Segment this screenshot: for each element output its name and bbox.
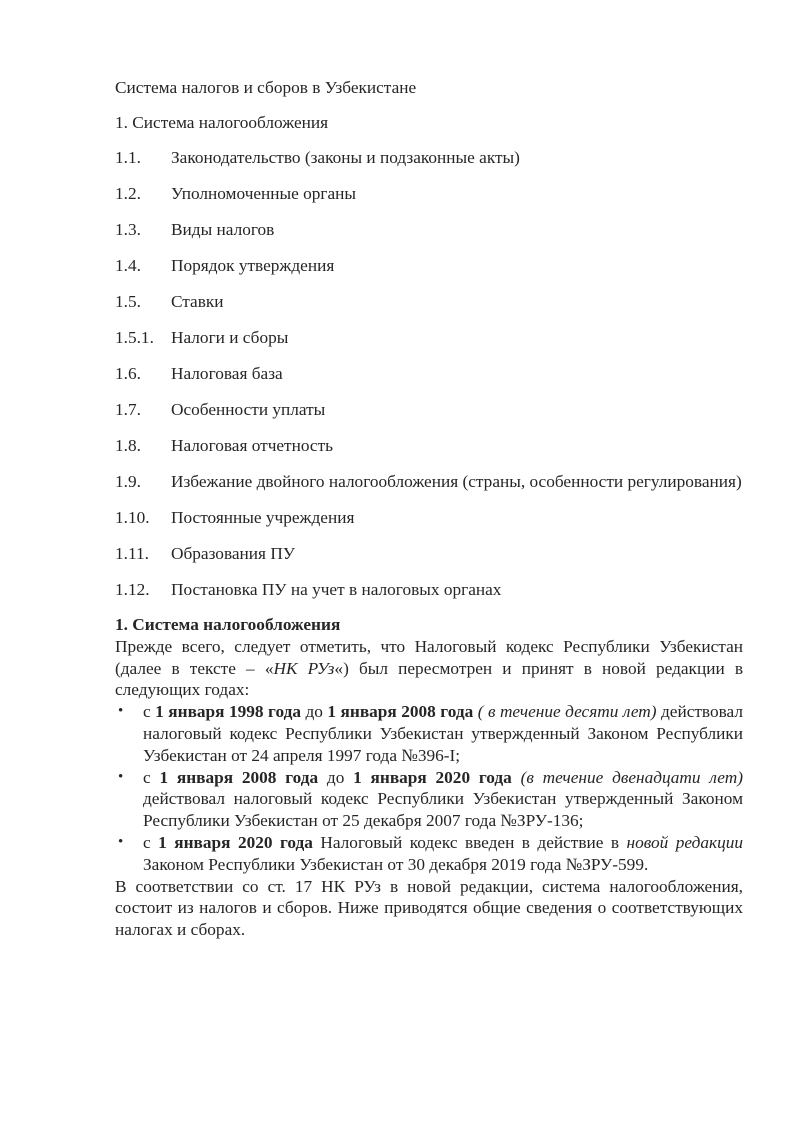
toc-text: Налоговая база (171, 364, 283, 383)
toc-number: 1.7. (115, 400, 141, 419)
toc-text: Избежание двойного налогообложения (страны, особенности регулирования) (171, 472, 742, 491)
toc-item (115, 506, 743, 529)
toc-item (115, 326, 743, 349)
toc-text: Виды налогов (171, 220, 275, 239)
list-item: • с 1 января 2008 года до 1 января 2020 года (в течение двенадцати лет) действовал налоговый кодекс Республики Узбекистан утвержденный Законом Республики Узбекистан от 25 декабря 2007 года №ЗРУ-136; (118, 767, 743, 831)
section-heading: 1. Система налогообложения (115, 615, 341, 634)
toc-text: Уполномоченные органы (171, 184, 357, 203)
bullet-icon: • (118, 703, 124, 720)
toc-number: 1.4. (115, 256, 141, 275)
toc-text: Образования ПУ (171, 544, 296, 563)
toc-number: 1.2. (115, 184, 141, 203)
toc-number: 1.8. (115, 436, 141, 455)
toc-item (115, 578, 743, 601)
toc-text: Налоги и сборы (171, 328, 289, 347)
toc-item (115, 398, 743, 421)
toc-text: Ставки (171, 292, 224, 311)
document-title: Система налогов и сборов в Узбекистане (115, 78, 417, 97)
list-item: • с 1 января 1998 года до 1 января 2008 года ( в течение десяти лет) действовал налоговый кодекс Республики Узбекистан утвержденный Законом Республики Узбекистан от 24 апреля 1997 года №396-I; (118, 702, 743, 765)
toc-item (115, 182, 743, 205)
toc-number: 1.10. (115, 508, 150, 527)
toc-text: Налоговая отчетность (171, 436, 334, 455)
section-1 (115, 614, 743, 941)
toc-item (115, 434, 743, 457)
toc-number: 1.9. (115, 472, 141, 491)
toc-number: 1.5. (115, 292, 141, 311)
toc-text: Порядок утверждения (171, 256, 335, 275)
toc-text: Особенности уплаты (171, 400, 326, 419)
toc-number: 1.12. (115, 580, 150, 599)
bullet-icon: • (118, 833, 124, 850)
toc-item (115, 218, 743, 241)
list-item: • с 1 января 2020 года Налоговый кодекс введен в действие в новой редакции Законом Республики Узбекистан от 30 декабря 2019 года №ЗРУ-599. (118, 832, 743, 874)
toc-item (115, 542, 743, 565)
table-of-contents (115, 146, 743, 601)
toc-item (115, 290, 743, 313)
edition-list (115, 701, 743, 875)
toc-item (115, 362, 743, 385)
toc-number: 1.1. (115, 148, 141, 167)
toc-number: 1.5.1. (115, 328, 154, 347)
toc-number: 1.6. (115, 364, 141, 383)
toc-item (115, 470, 743, 493)
toc-text: Постоянные учреждения (171, 508, 355, 527)
abbreviation: НК РУз (273, 658, 335, 678)
toc-item (115, 254, 743, 277)
closing-paragraph: В соответствии со ст. 17 НК РУз в новой редакции, система налогообложения, состоит из налогов и сборов. Ниже приводятся общие сведения о соответствующих налогах и сборах. (115, 876, 743, 940)
bullet-icon: • (118, 768, 124, 785)
toc-main-heading: 1. Система налогообложения (115, 113, 329, 132)
intro-paragraph: Прежде всего, следует отметить, что Налоговый кодекс Республики Узбекистан (далее в тексте – «НК РУз«) был пересмотрен и принят в новой редакции в следующих годах: (115, 636, 744, 700)
toc-item (115, 146, 743, 169)
toc-number: 1.11. (115, 544, 149, 563)
toc-text: Постановка ПУ на учет в налоговых органах (171, 580, 502, 599)
toc-text: Законодательство (законы и подзаконные акты) (171, 148, 520, 167)
toc-number: 1.3. (115, 220, 141, 239)
